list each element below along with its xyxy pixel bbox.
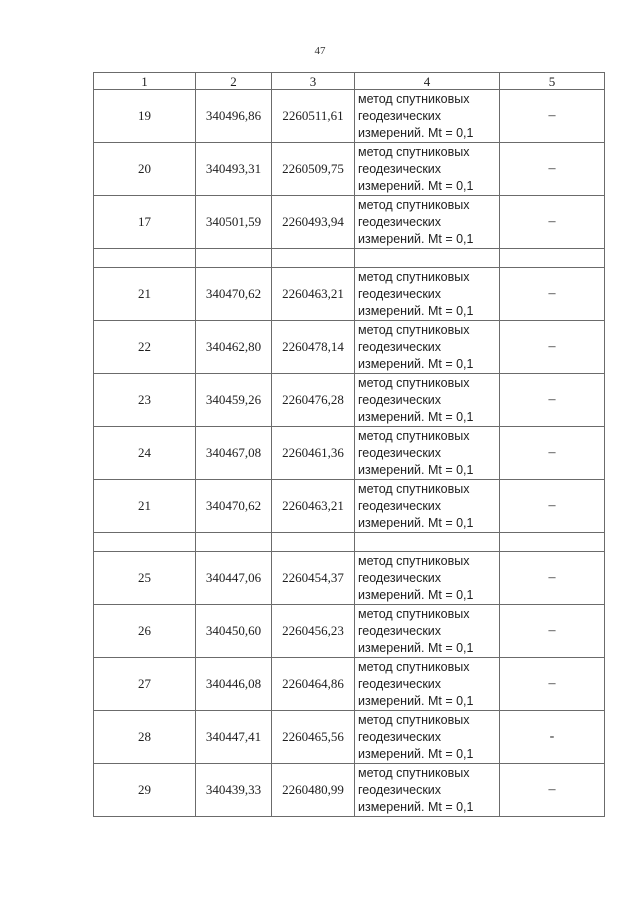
header-cell: 2 xyxy=(196,73,272,90)
method-cell xyxy=(355,321,500,374)
header-cell: 3 xyxy=(272,73,355,90)
coordinate-x-cell: 340467,08 xyxy=(196,427,272,480)
method-line: измерений. Mt = 0,1 xyxy=(358,799,474,814)
coordinate-y-cell: 2260493,94 xyxy=(272,196,355,249)
method-line: геодезических xyxy=(358,782,442,797)
method-line: метод спутниковых xyxy=(358,712,470,727)
coordinate-x-cell: 340450,60 xyxy=(196,605,272,658)
point-number-cell: 21 xyxy=(94,480,196,533)
method-line: метод спутниковых xyxy=(358,197,470,212)
page-number: 47 xyxy=(314,45,326,57)
header-cell: 5 xyxy=(500,73,605,90)
separator-cell xyxy=(500,249,605,268)
coordinate-y-cell: 2260480,99 xyxy=(272,764,355,817)
coordinate-y-cell: 2260461,36 xyxy=(272,427,355,480)
header-cell: 4 xyxy=(355,73,500,90)
method-line: геодезических xyxy=(358,286,442,301)
separator-cell xyxy=(272,533,355,552)
method-cell xyxy=(355,552,500,605)
method-cell xyxy=(355,480,500,533)
method-line: геодезических xyxy=(358,623,442,638)
note-cell: – xyxy=(500,143,605,196)
note-cell: – xyxy=(500,268,605,321)
coordinate-x-cell: 340470,62 xyxy=(196,480,272,533)
separator-cell xyxy=(196,533,272,552)
table-row xyxy=(94,143,605,196)
separator-cell xyxy=(196,249,272,268)
method-line: метод спутниковых xyxy=(358,144,470,159)
table-header-row xyxy=(94,73,605,90)
note-cell: – xyxy=(500,658,605,711)
method-line: геодезических xyxy=(358,108,442,123)
method-cell xyxy=(355,268,500,321)
section-separator-row xyxy=(94,533,605,552)
table-row xyxy=(94,427,605,480)
table-row xyxy=(94,268,605,321)
coordinate-x-cell: 340493,31 xyxy=(196,143,272,196)
separator-cell xyxy=(272,249,355,268)
coordinate-x-cell: 340447,41 xyxy=(196,711,272,764)
method-line: геодезических xyxy=(358,214,442,229)
coordinate-x-cell: 340447,06 xyxy=(196,552,272,605)
coordinate-x-cell: 340501,59 xyxy=(196,196,272,249)
coordinate-x-cell: 340446,08 xyxy=(196,658,272,711)
coordinate-y-cell: 2260511,61 xyxy=(272,90,355,143)
method-line: метод спутниковых xyxy=(358,481,470,496)
point-number-cell: 21 xyxy=(94,268,196,321)
method-line: измерений. Mt = 0,1 xyxy=(358,746,474,761)
method-line: геодезических xyxy=(358,161,442,176)
note-cell: – xyxy=(500,480,605,533)
note-cell: – xyxy=(500,321,605,374)
method-cell xyxy=(355,711,500,764)
separator-cell xyxy=(94,249,196,268)
method-line: метод спутниковых xyxy=(358,428,470,443)
coordinate-x-cell: 340470,62 xyxy=(196,268,272,321)
point-number-cell: 23 xyxy=(94,374,196,427)
coordinate-y-cell: 2260509,75 xyxy=(272,143,355,196)
method-line: измерений. Mt = 0,1 xyxy=(358,409,474,424)
separator-cell xyxy=(94,533,196,552)
method-line: геодезических xyxy=(358,570,442,585)
point-number-cell: 25 xyxy=(94,552,196,605)
method-line: геодезических xyxy=(358,729,442,744)
method-line: геодезических xyxy=(358,392,442,407)
coordinate-x-cell: 340462,80 xyxy=(196,321,272,374)
method-line: измерений. Mt = 0,1 xyxy=(358,178,474,193)
coordinate-y-cell: 2260476,28 xyxy=(272,374,355,427)
note-cell: – xyxy=(500,552,605,605)
point-number-cell: 24 xyxy=(94,427,196,480)
section-separator-row xyxy=(94,249,605,268)
point-number-cell: 19 xyxy=(94,90,196,143)
point-number-cell: 20 xyxy=(94,143,196,196)
method-cell xyxy=(355,374,500,427)
method-line: метод спутниковых xyxy=(358,91,470,106)
method-line: метод спутниковых xyxy=(358,659,470,674)
note-cell: – xyxy=(500,196,605,249)
coordinate-y-cell: 2260456,23 xyxy=(272,605,355,658)
method-cell xyxy=(355,764,500,817)
point-number-cell: 22 xyxy=(94,321,196,374)
method-line: геодезических xyxy=(358,676,442,691)
method-line: измерений. Mt = 0,1 xyxy=(358,356,474,371)
table-row xyxy=(94,321,605,374)
table-row xyxy=(94,711,605,764)
table-row xyxy=(94,196,605,249)
note-cell: – xyxy=(500,764,605,817)
table-row xyxy=(94,480,605,533)
method-line: метод спутниковых xyxy=(358,606,470,621)
method-cell xyxy=(355,196,500,249)
header-cell: 1 xyxy=(94,73,196,90)
table-body xyxy=(94,90,605,817)
method-cell xyxy=(355,605,500,658)
coordinate-y-cell: 2260454,37 xyxy=(272,552,355,605)
method-cell xyxy=(355,427,500,480)
method-line: измерений. Mt = 0,1 xyxy=(358,462,474,477)
coordinate-x-cell: 340439,33 xyxy=(196,764,272,817)
method-cell xyxy=(355,90,500,143)
table-row xyxy=(94,552,605,605)
point-number-cell: 28 xyxy=(94,711,196,764)
method-line: геодезических xyxy=(358,339,442,354)
note-cell: – xyxy=(500,427,605,480)
coordinate-y-cell: 2260464,86 xyxy=(272,658,355,711)
method-line: метод спутниковых xyxy=(358,553,470,568)
method-line: метод спутниковых xyxy=(358,322,470,337)
separator-cell xyxy=(355,533,500,552)
method-line: измерений. Mt = 0,1 xyxy=(358,515,474,530)
coordinate-y-cell: 2260465,56 xyxy=(272,711,355,764)
point-number-cell: 17 xyxy=(94,196,196,249)
coordinates-table xyxy=(93,72,605,817)
method-cell xyxy=(355,143,500,196)
coordinate-y-cell: 2260463,21 xyxy=(272,480,355,533)
note-cell: – xyxy=(500,90,605,143)
method-line: измерений. Mt = 0,1 xyxy=(358,303,474,318)
method-cell xyxy=(355,658,500,711)
coordinate-y-cell: 2260478,14 xyxy=(272,321,355,374)
coordinate-x-cell: 340459,26 xyxy=(196,374,272,427)
coordinate-y-cell: 2260463,21 xyxy=(272,268,355,321)
table-row xyxy=(94,764,605,817)
separator-cell xyxy=(355,249,500,268)
method-line: измерений. Mt = 0,1 xyxy=(358,587,474,602)
table-row xyxy=(94,605,605,658)
method-line: метод спутниковых xyxy=(358,765,470,780)
method-line: метод спутниковых xyxy=(358,375,470,390)
method-line: измерений. Mt = 0,1 xyxy=(358,125,474,140)
coordinate-x-cell: 340496,86 xyxy=(196,90,272,143)
note-cell: – xyxy=(500,374,605,427)
table-row xyxy=(94,374,605,427)
point-number-cell: 26 xyxy=(94,605,196,658)
method-line: метод спутниковых xyxy=(358,269,470,284)
separator-cell xyxy=(500,533,605,552)
table-row xyxy=(94,658,605,711)
table-row xyxy=(94,90,605,143)
method-line: геодезических xyxy=(358,445,442,460)
method-line: геодезических xyxy=(358,498,442,513)
method-line: измерений. Mt = 0,1 xyxy=(358,693,474,708)
method-line: измерений. Mt = 0,1 xyxy=(358,231,474,246)
point-number-cell: 29 xyxy=(94,764,196,817)
note-cell: - xyxy=(500,711,605,764)
method-line: измерений. Mt = 0,1 xyxy=(358,640,474,655)
note-cell: – xyxy=(500,605,605,658)
point-number-cell: 27 xyxy=(94,658,196,711)
